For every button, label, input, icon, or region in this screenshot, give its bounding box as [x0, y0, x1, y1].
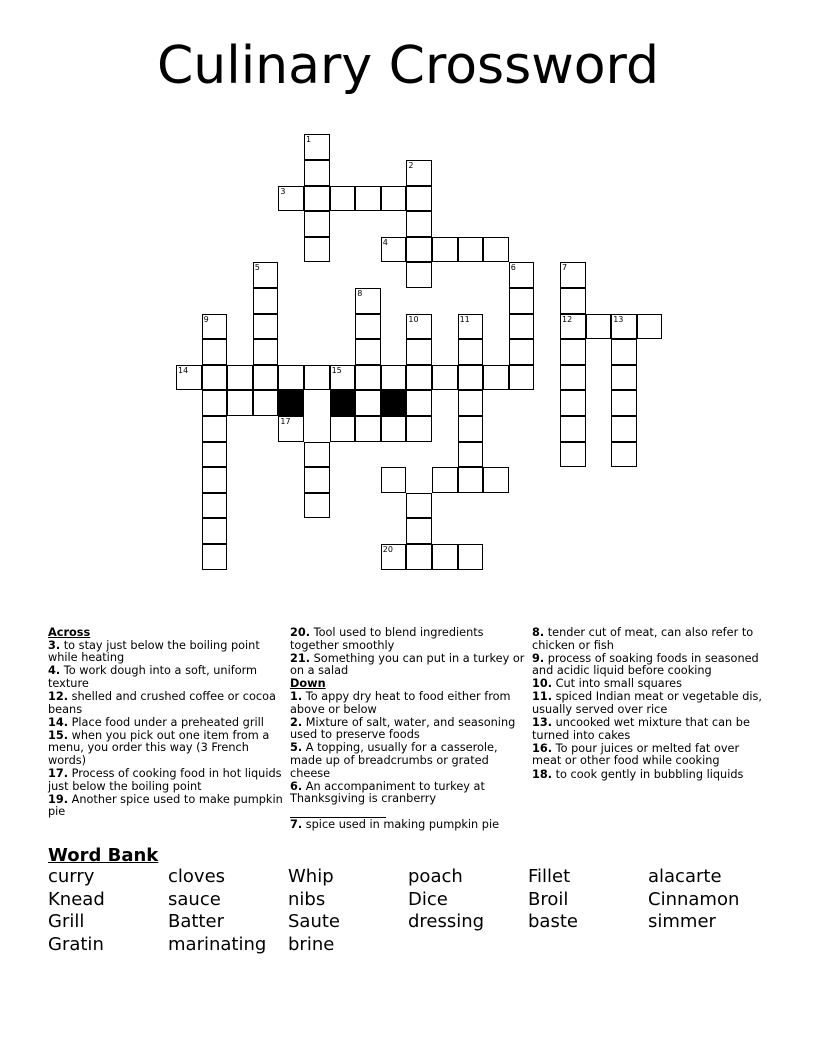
word-bank-word: curry [48, 866, 95, 887]
word-bank-word: Broil [528, 888, 569, 910]
grid-cell[interactable] [355, 390, 381, 416]
grid-cell[interactable] [304, 365, 330, 391]
grid-cell[interactable] [330, 186, 356, 212]
clue-text: To work dough into a soft, uniform texture [48, 664, 258, 690]
grid-cell[interactable] [406, 365, 432, 391]
word-bank-word: Dice [408, 888, 448, 910]
grid-cell[interactable] [406, 186, 432, 212]
word-bank-word: dressing [408, 911, 485, 933]
black-cell [330, 390, 356, 416]
clue-text: process of soaking foods in seasoned and acidic liquid before cooking [532, 651, 759, 678]
clue-number: 6 [510, 263, 516, 273]
clue-item [48, 691, 284, 716]
clue-item [48, 640, 284, 665]
clue-num: 1. [290, 689, 303, 703]
grid-cell[interactable] [253, 288, 279, 314]
word-bank-word: sauce [168, 888, 221, 910]
grid-cell[interactable] [611, 442, 637, 468]
grid-cell[interactable] [406, 416, 432, 442]
grid-cell[interactable] [509, 288, 535, 314]
grid-cell[interactable] [253, 314, 279, 340]
word-bank-word: Saute [288, 911, 340, 933]
clue-item [532, 678, 768, 691]
grid-cell[interactable] [304, 442, 330, 468]
clue-num: 5. [290, 741, 303, 755]
grid-cell[interactable] [483, 365, 509, 391]
clue-num: 4. [48, 664, 61, 678]
clue-number: 8 [357, 289, 363, 298]
clue-item [532, 769, 768, 782]
grid-cell[interactable] [355, 365, 381, 391]
clue-text: Another spice used to make pumpkin pie [48, 792, 283, 819]
clue-num: 18. [532, 767, 553, 781]
grid-cell[interactable] [406, 390, 432, 416]
grid-cell[interactable] [202, 339, 228, 365]
word-bank-title: Word Bank [48, 845, 159, 866]
grid-cell[interactable] [406, 544, 432, 570]
grid-cell[interactable] [381, 467, 407, 493]
grid-cell[interactable] [611, 416, 637, 442]
grid-cell[interactable] [560, 288, 586, 314]
clue-num: 14. [48, 715, 69, 729]
grid-cell[interactable] [406, 493, 432, 519]
clue-number: 11 [459, 314, 470, 324]
clue-text: to cook gently in bubbling liquids [552, 767, 744, 781]
grid-cell[interactable] [381, 237, 407, 263]
grid-cell[interactable] [509, 262, 535, 288]
grid-cell[interactable] [458, 390, 484, 416]
clue-item [48, 730, 284, 768]
clue-section-header: Across [48, 626, 91, 639]
grid-cell[interactable] [637, 314, 663, 340]
clue-text: spice used in making pumpkin pie [302, 817, 500, 831]
clue-number: 4 [382, 237, 388, 247]
grid-cell[interactable] [381, 416, 407, 442]
clue-item [290, 653, 526, 678]
grid-cell[interactable] [406, 314, 432, 340]
grid-cell[interactable] [560, 390, 586, 416]
grid-cell[interactable] [406, 237, 432, 263]
clue-text: Tool used to blend ingredients together smoothly [290, 626, 484, 652]
clue-item [48, 665, 284, 690]
grid-cell[interactable] [483, 467, 509, 493]
clues-column-3 [532, 627, 768, 782]
clue-item [532, 627, 768, 652]
grid-cell[interactable] [304, 134, 330, 160]
grid-cell[interactable] [560, 262, 586, 288]
clue-text: Place food under a preheated grill [68, 715, 264, 729]
clue-text: A topping, usually for a casserole, made up of breadcrumbs or grated cheese [290, 741, 498, 780]
grid-cell[interactable] [253, 339, 279, 365]
clue-num: 12. [48, 689, 69, 703]
clue-item [290, 742, 526, 780]
grid-cell[interactable] [355, 416, 381, 442]
clue-item [290, 717, 526, 742]
word-bank-word: Cinnamon [648, 888, 740, 910]
word-bank-word: nibs [288, 888, 326, 910]
grid-cell[interactable] [611, 365, 637, 391]
clue-num: 21. [290, 651, 311, 665]
grid-cell[interactable] [611, 314, 637, 340]
clue-num: 6. [290, 779, 303, 793]
grid-cell[interactable] [304, 211, 330, 237]
grid-cell[interactable] [278, 365, 304, 391]
grid-cell[interactable] [330, 365, 356, 391]
clue-num: 15. [48, 728, 69, 742]
clue-item [48, 717, 284, 730]
grid-cell[interactable] [509, 339, 535, 365]
clue-number: 2 [408, 161, 414, 170]
clue-number: 3 [280, 186, 286, 196]
grid-cell[interactable] [304, 493, 330, 519]
clue-text: uncooked wet mixture that can be turned into cakes [532, 716, 750, 742]
clue-number: 15 [331, 365, 342, 375]
grid-cell[interactable] [278, 186, 304, 212]
clue-number: 17 [280, 417, 291, 426]
word-bank-word: marinating [168, 933, 267, 955]
clue-text: To pour juices or melted fat over meat or other food while cooking [532, 741, 740, 768]
grid-cell[interactable] [253, 390, 279, 416]
grid-cell[interactable] [458, 416, 484, 442]
grid-cell[interactable] [509, 365, 535, 391]
grid-cell[interactable] [253, 262, 279, 288]
black-cell [381, 390, 407, 416]
clue-num: 20. [290, 626, 311, 639]
word-bank-word: Batter [168, 911, 224, 933]
grid-cell[interactable] [202, 314, 228, 340]
clue-item [290, 781, 526, 819]
word-bank-word: Whip [288, 866, 334, 887]
grid-cell[interactable] [304, 467, 330, 493]
grid-cell[interactable] [560, 365, 586, 391]
grid-cell[interactable] [560, 442, 586, 468]
grid-cell[interactable] [406, 160, 432, 186]
clue-item [532, 717, 768, 742]
clue-num: 10. [532, 677, 553, 691]
clue-text: Cut into small squares [552, 677, 682, 691]
word-bank-word: cloves [168, 866, 226, 887]
clue-item [532, 691, 768, 716]
grid-cell[interactable] [560, 339, 586, 365]
clue-text: Mixture of salt, water, and seasoning used to preserve foods [290, 715, 516, 742]
grid-cell[interactable] [202, 416, 228, 442]
clue-num: 2. [290, 715, 303, 729]
grid-cell[interactable] [406, 339, 432, 365]
grid-cell[interactable] [381, 365, 407, 391]
grid-cell[interactable] [406, 518, 432, 544]
clue-num: 19. [48, 792, 69, 806]
clue-item [532, 653, 768, 678]
clue-number: 12 [562, 314, 573, 324]
clue-text: Process of cooking food in hot liquids just below the boiling point [48, 767, 282, 793]
grid-cell[interactable] [458, 365, 484, 391]
grid-cell[interactable] [202, 544, 228, 570]
clue-text: when you pick out one item from a menu, you order this way (3 French words) [48, 728, 270, 767]
word-bank-word: Gratin [48, 933, 104, 955]
clue-num: 3. [48, 638, 61, 652]
grid-cell[interactable] [355, 186, 381, 212]
grid-cell[interactable] [202, 518, 228, 544]
clue-num: 17. [48, 767, 69, 781]
clue-num: 7. [290, 817, 303, 831]
clue-text: tender cut of meat, can also refer to chicken or fish [532, 626, 754, 652]
grid-cell[interactable] [304, 160, 330, 186]
clue-item [532, 743, 768, 768]
clue-text: shelled and crushed coffee or cocoa beans [48, 689, 276, 716]
page-title: Culinary Crossword [156, 36, 660, 96]
clue-number: 14 [178, 365, 189, 375]
grid-cell[interactable] [202, 365, 228, 391]
grid-cell[interactable] [202, 442, 228, 468]
word-bank-word: alacarte [648, 866, 722, 887]
clue-num: 9. [532, 651, 545, 665]
grid-cell[interactable] [458, 339, 484, 365]
clue-num: 11. [532, 690, 553, 704]
word-bank-word: poach [408, 866, 463, 887]
clue-number: 9 [203, 314, 209, 324]
clue-item [290, 691, 526, 716]
grid-cell[interactable] [611, 339, 637, 365]
clue-text: An accompaniment to turkey at Thanksgiving is cranberry [290, 779, 485, 806]
grid-cell[interactable] [458, 442, 484, 468]
clue-item [290, 627, 526, 652]
word-bank-word: Grill [48, 911, 85, 933]
grid-cell[interactable] [176, 365, 202, 391]
grid-cell[interactable] [202, 493, 228, 519]
clue-num: 13. [532, 716, 553, 730]
grid-cell[interactable] [406, 262, 432, 288]
grid-cell[interactable] [432, 467, 458, 493]
grid-cell[interactable] [227, 365, 253, 391]
grid-cell[interactable] [381, 544, 407, 570]
grid-cell[interactable] [560, 314, 586, 340]
clue-text: spiced Indian meat or vegetable dis, usually served over rice [532, 690, 762, 717]
grid-cell[interactable] [381, 186, 407, 212]
grid-cell[interactable] [509, 314, 535, 340]
grid-cell[interactable] [202, 467, 228, 493]
clue-text: Something you can put in a turkey or on a salad [290, 651, 525, 678]
grid-cell[interactable] [432, 544, 458, 570]
grid-cell[interactable] [611, 390, 637, 416]
grid-cell[interactable] [432, 237, 458, 263]
black-cell [278, 390, 304, 416]
clue-number: 7 [562, 263, 568, 273]
grid-cell[interactable] [560, 416, 586, 442]
word-bank-word: Knead [48, 888, 105, 910]
clue-num: 8. [532, 626, 545, 639]
clue-item [48, 794, 284, 819]
grid-cell[interactable] [253, 365, 279, 391]
clue-section-header: Down [290, 677, 326, 691]
grid-cell[interactable] [406, 211, 432, 237]
clue-number: 20 [382, 545, 393, 554]
clue-number: 13 [613, 314, 624, 324]
clue-text: to stay just below the boiling point while heating [48, 638, 260, 665]
grid-cell[interactable] [458, 314, 484, 340]
grid-cell[interactable] [202, 390, 228, 416]
clue-number: 1 [306, 135, 312, 145]
clue-number: 5 [254, 263, 260, 273]
word-bank-word: Fillet [528, 866, 571, 887]
grid-cell[interactable] [458, 237, 484, 263]
answer-blank [290, 807, 386, 818]
word-bank-word: brine [288, 933, 335, 955]
grid-cell[interactable] [304, 237, 330, 263]
grid-cell[interactable] [227, 390, 253, 416]
clues-column-1 [48, 627, 284, 819]
clues-column-2 [290, 627, 526, 832]
word-bank-word: simmer [648, 911, 716, 933]
grid-cell[interactable] [355, 339, 381, 365]
grid-cell[interactable] [458, 544, 484, 570]
clue-text: To appy dry heat to food either from above or below [290, 689, 511, 716]
grid-cell[interactable] [355, 314, 381, 340]
grid-cell[interactable] [355, 288, 381, 314]
clue-number: 10 [408, 314, 419, 324]
clue-num: 16. [532, 741, 553, 755]
clue-item [48, 768, 284, 793]
grid-cell[interactable] [458, 467, 484, 493]
grid-cell[interactable] [304, 186, 330, 212]
word-bank-word: baste [528, 911, 578, 933]
grid-cell[interactable] [278, 416, 304, 442]
grid-cell[interactable] [586, 314, 612, 340]
clue-item [290, 819, 526, 832]
grid-cell[interactable] [483, 237, 509, 263]
grid-cell[interactable] [330, 416, 356, 442]
grid-cell[interactable] [432, 365, 458, 391]
